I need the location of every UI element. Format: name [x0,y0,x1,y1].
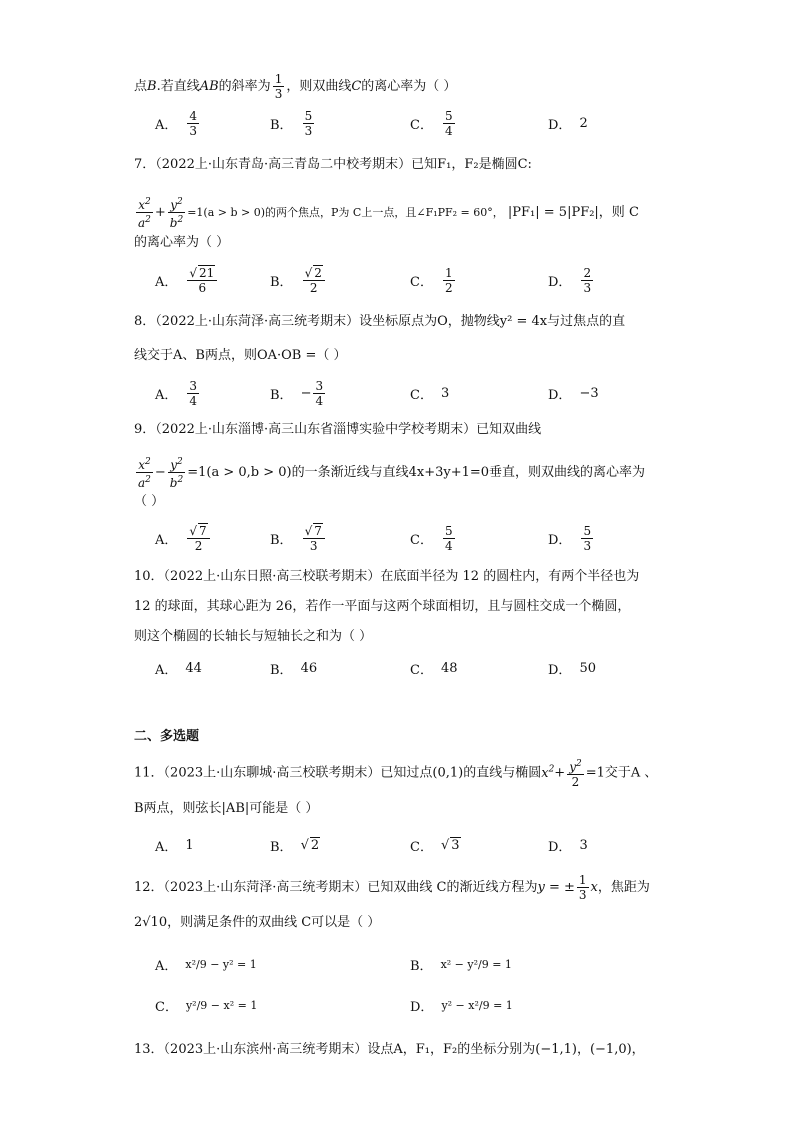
q7-line2: $\frac{x^2}{a^2}$ + $\frac{y^2}{b^2}$ =1(a > b > 0)的两个焦点，P为 C上一点，且∠F₁PF₂ = 60°， |PF₁| = 5|PF₂|，则 C [138,197,639,230]
q9-line1: 9．（2022上·山东淄博·高三山东省淄博实验中学校考期末）已知双曲线 [134,422,542,437]
q8-options [155,375,635,411]
option-d[interactable]: D． 2 [548,115,588,133]
option-d[interactable]: D． −3 [548,385,599,403]
option-a[interactable]: A． $\frac{√ 21}{6}$ [155,262,219,298]
option-c[interactable]: C． √ 3 [410,837,460,855]
option-c[interactable]: C． $\frac{1}{2}$ [410,265,453,295]
q6-stem-tail: 点B.若直线AB的斜率为 $\frac{1}{3}$ ，则双曲线C的离心率为（ ） [134,72,457,101]
option-b[interactable]: B． − $\frac{3}{4}$ [270,378,324,408]
q12-line1: 12．（2023上·山东菏泽·高三统考期末）已知双曲线 C的渐近线方程为y = ± $\frac{1}{3}$ x，焦距为 [134,873,650,902]
q7-line1: 7．（2022上·山东青岛·高三青岛二中校考期末）已知F₁，F₂是椭圆C: [134,157,532,172]
option-a[interactable]: A． $\frac{4}{3}$ [155,108,198,138]
q13-line1: 13．（2023上·山东滨州·高三统考期末）设点A，F₁，F₂的坐标分别为(−1,1)，(−1,0)， [134,1042,645,1057]
option-b[interactable]: B． $\frac{√ 7}{3}$ [270,520,327,556]
option-a[interactable]: A． 1 [155,837,194,855]
option-c[interactable]: C． $\frac{5}{4}$ [410,108,453,138]
fraction: $\frac{1}{3}$ [274,72,283,101]
option-d[interactable]: D． 3 [548,837,588,855]
option-b[interactable]: B． x² − y²/9 = 1 [410,957,512,974]
option-d[interactable]: D． $\frac{2}{3}$ [548,265,592,295]
option-c[interactable]: C． 3 [410,385,450,403]
q10-line1: 10．（2022上·山东日照·高三校联考期末）在底面半径为 12 的圆柱内，有两个半径也为 [134,569,640,584]
option-a[interactable]: A． 44 [155,660,202,678]
q10-line2: 12 的球面，其球心距为 26，若作一平面与这两个球面相切，且与圆柱交成一个椭圆， [134,599,631,614]
q11-line1: 11．（2023上·山东聊城·高三校联考期末）已知过点(0,1)的直线与椭圆$x^2+$ $\frac{y^2}{2}$ =1交于A 、 [134,759,658,789]
q8-line2: 线交于A、B两点，则OA·OB =（ ） [134,348,347,363]
option-c[interactable]: C． $\frac{5}{4}$ [410,523,453,553]
option-c[interactable]: C． 48 [410,660,458,678]
section-heading: 二、多选题 [134,729,200,744]
q10-options [155,650,635,686]
q11-options [155,827,635,863]
option-a[interactable]: A． $\frac{3}{4}$ [155,378,198,408]
q12-line2: 2√10，则满足条件的双曲线 C可以是（ ） [134,915,381,930]
option-b[interactable]: B． √ 2 [270,837,320,855]
option-b[interactable]: B． $\frac{√ 2}{2}$ [270,262,327,298]
option-a[interactable]: A． $\frac{√ 7}{2}$ [155,520,212,556]
option-d[interactable]: D． 50 [548,660,596,678]
option-a[interactable]: A． x²/9 − y² = 1 [155,957,257,974]
q11-line2: B两点，则弦长|AB|可能是（ ） [134,801,319,816]
q6-options [155,105,635,141]
q9-options [155,520,635,556]
option-b[interactable]: B． 46 [270,660,318,678]
option-d[interactable]: D． y² − x²/9 = 1 [410,998,513,1015]
q10-line3: 则这个椭圆的长轴长与短轴长之和为（ ） [134,629,373,644]
q7-options [155,262,635,298]
q9-line3: （ ） [134,494,165,509]
q8-line1: 8．（2022上·山东菏泽·高三统考期末）设坐标原点为O，抛物线y² = 4x与过焦点的直 [134,314,626,329]
q12-options-row2 [155,987,635,1023]
q12-options-row1 [155,946,635,982]
q7-line3: 的离心率为（ ） [134,235,230,250]
q9-line2: $\frac{x^2}{a^2}$ − $\frac{y^2}{b^2}$ =1(a > 0,b > 0)的一条渐近线与直线4x+3y+1=0垂直，则双曲线的离心率为 [138,457,646,490]
option-c[interactable]: C． y²/9 − x² = 1 [155,998,258,1015]
option-b[interactable]: B． $\frac{5}{3}$ [270,108,313,138]
option-d[interactable]: D． $\frac{5}{3}$ [548,523,592,553]
